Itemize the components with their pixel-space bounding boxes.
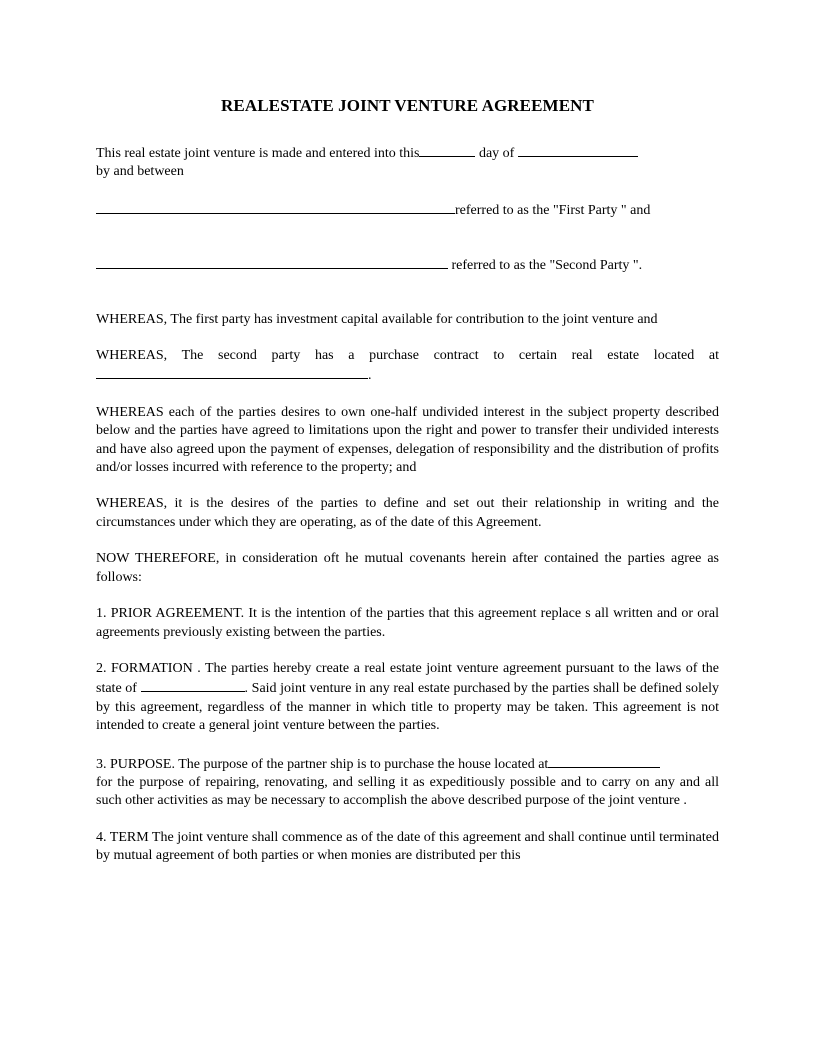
whereas-2 <box>96 347 719 386</box>
whereas-2-end: . <box>368 368 372 384</box>
first-party-blank[interactable] <box>96 200 455 214</box>
second-party-blank[interactable] <box>96 255 448 269</box>
day-blank[interactable] <box>419 143 475 157</box>
whereas-1: WHEREAS, The first party has investment capital available for contribution to the joint venture and <box>96 311 658 327</box>
intro-text-a: This real estate joint venture is made and entered into this <box>96 146 420 161</box>
section-3-text-a: 3. PURPOSE. The purpose of the partner ship is to purchase the house located at <box>96 756 549 772</box>
first-party-line <box>96 200 719 220</box>
location-blank[interactable] <box>96 365 368 379</box>
intro-text-c: by and between <box>96 164 184 180</box>
section-2-text-a: 2. FORMATION . The parties hereby create a real estate joint venture agreement pursuant to the laws of the state of <box>96 660 719 697</box>
section-1-prior-agreement: 1. PRIOR AGREEMENT. It is the intention of the parties that this agreement replace s all written and or oral agreements previously existing between the parties. <box>96 606 719 640</box>
section-2-text-b: . Said joint venture in any real estate purchased by the parties shall be defined solely by this agreement, regardless of the manner in which title to property may be taken. This agreement is not intended to create a general joint venture between the parties. <box>96 681 719 734</box>
section-2-formation <box>96 660 719 736</box>
section-3-purpose <box>96 754 719 811</box>
section-3-text-b: for the purpose of repairing, renovating, and selling it as expeditiously possible and to carry on any and all such other activities as may be necessary to accomplish the above described purpose of the joint venture . <box>96 774 719 809</box>
month-blank[interactable] <box>518 143 638 157</box>
document-title: REALESTATE JOINT VENTURE AGREEMENT <box>221 96 594 115</box>
section-4-term: 4. TERM The joint venture shall commence as of the date of this agreement and shall continue until terminated by mutual agreement of both parties or when monies are distributed per this <box>96 829 719 864</box>
whereas-3: WHEREAS each of the parties desires to own one-half undivided interest in the subject property described below and the parties have agreed to limitations upon the right and power to transfer their undivided interests and have also agreed upon the payment of expenses, delegation of responsibility and the distribution of profits and/or losses incurred with reference to the property; and <box>96 404 719 476</box>
intro-text-b: day of <box>475 146 518 161</box>
second-party-text: referred to as the "Second Party ". <box>448 258 643 274</box>
second-party-line <box>96 255 719 275</box>
first-party-text: referred to as the "First Party " and <box>455 202 651 218</box>
whereas-2-text: WHEREAS, The second party has a purchase contract to certain real estate located at <box>96 348 719 364</box>
now-therefore-paragraph: NOW THEREFORE, in consideration oft he mutual covenants herein after contained the parties agree as follows: <box>96 551 719 585</box>
whereas-4: WHEREAS, it is the desires of the parties to define and set out their relationship in writing and the circumstances under which they are operating, as of the date of this Agreement. <box>96 496 719 530</box>
document-page <box>96 96 719 866</box>
state-blank[interactable] <box>141 678 245 692</box>
house-location-blank[interactable] <box>548 754 660 768</box>
intro-paragraph <box>96 143 719 182</box>
